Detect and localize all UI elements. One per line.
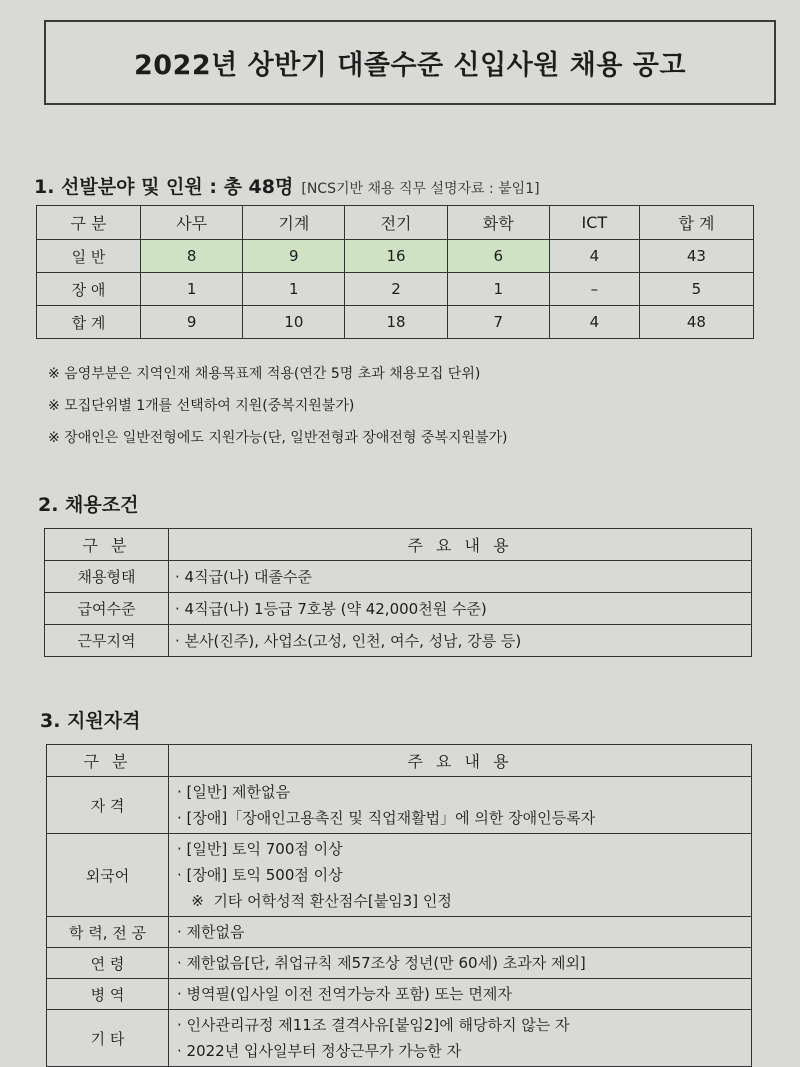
- recruitment-table: [36, 205, 754, 339]
- table-cell: 근무지역: [45, 625, 169, 657]
- table-cell: 병 역: [47, 979, 169, 1010]
- conditions-table: [44, 528, 752, 657]
- table-header-cell: 구 분: [45, 529, 169, 561]
- table-header-cell: 기계: [243, 206, 345, 240]
- table-row: [47, 979, 752, 1010]
- table-row: [45, 593, 752, 625]
- table-cell: 1: [141, 273, 243, 306]
- table-cell: · 4직급(나) 대졸수준: [169, 561, 752, 593]
- table-row: [45, 625, 752, 657]
- table-cell: 자 격: [47, 777, 169, 834]
- content-line: ※ 기타 어학성적 환산점수[붙임3] 인정: [177, 892, 452, 910]
- table-cell: [169, 948, 752, 979]
- table-cell: 5: [639, 273, 753, 306]
- table-cell: 기 타: [47, 1010, 169, 1067]
- content-line: · 제한없음[단, 취업규칙 제57조상 정년(만 60세) 초과자 제외]: [177, 954, 586, 972]
- table-cell: 43: [639, 240, 753, 273]
- table-cell: 2: [345, 273, 447, 306]
- table-header-cell: 화학: [447, 206, 549, 240]
- table-cell-highlighted: 6: [447, 240, 549, 273]
- table-cell: 18: [345, 306, 447, 339]
- table-cell: 장 애: [37, 273, 141, 306]
- table-row: [37, 240, 754, 273]
- content-line: · 제한없음: [177, 923, 245, 941]
- table-cell: [169, 834, 752, 917]
- table-cell: 일 반: [37, 240, 141, 273]
- content-line: · 병역필(입사일 이전 전역가능자 포함) 또는 면제자: [177, 985, 512, 1003]
- table-cell: 9: [141, 306, 243, 339]
- note-line: ※ 음영부분은 지역인재 채용목표제 적용(연간 5명 초과 채용모집 단위): [48, 366, 481, 382]
- table-cell: 48: [639, 306, 753, 339]
- table-cell: 7: [447, 306, 549, 339]
- table-header-row: [45, 529, 752, 561]
- content-line: · [장애] 토익 500점 이상: [177, 866, 343, 884]
- table-cell: 합 계: [37, 306, 141, 339]
- table-cell: · 4직급(나) 1등급 7호봉 (약 42,000천원 수준): [169, 593, 752, 625]
- table-cell: · 본사(진주), 사업소(고성, 인천, 여수, 성남, 강릉 등): [169, 625, 752, 657]
- note-line: ※ 모집단위별 1개를 선택하여 지원(중복지원불가): [48, 398, 355, 414]
- table-header-cell: ICT: [549, 206, 639, 240]
- content-line: · [일반] 토익 700점 이상: [177, 840, 343, 858]
- table-cell: 외국어: [47, 834, 169, 917]
- table-row: [37, 273, 754, 306]
- table-cell-highlighted: 16: [345, 240, 447, 273]
- table-row: [47, 1010, 752, 1067]
- table-cell: 연 령: [47, 948, 169, 979]
- table-cell: 4: [549, 240, 639, 273]
- table-cell-highlighted: 9: [243, 240, 345, 273]
- table-row: [45, 561, 752, 593]
- table-row: [37, 306, 754, 339]
- note-line: ※ 장애인은 일반전형에도 지원가능(단, 일반전형과 장애전형 중복지원불가): [48, 430, 508, 446]
- table-header-cell: 사무: [141, 206, 243, 240]
- table-cell: [169, 777, 752, 834]
- section1-heading-text: 1. 선발분야 및 인원 : 총 48명: [34, 176, 294, 198]
- qualifications-table: [46, 744, 752, 1067]
- table-cell-highlighted: 8: [141, 240, 243, 273]
- table-header-cell: 주 요 내 용: [169, 529, 752, 561]
- table-cell: 4: [549, 306, 639, 339]
- table-header-cell: 구 분: [47, 745, 169, 777]
- table-cell: 급여수준: [45, 593, 169, 625]
- table-cell: –: [549, 273, 639, 306]
- table-cell: 채용형태: [45, 561, 169, 593]
- table-cell: 1: [243, 273, 345, 306]
- table-cell: [169, 1010, 752, 1067]
- table-row: [47, 948, 752, 979]
- table-header-cell: 전기: [345, 206, 447, 240]
- table-row: [47, 834, 752, 917]
- table-header-cell: 합 계: [639, 206, 753, 240]
- table-header-cell: 주 요 내 용: [169, 745, 752, 777]
- table-header-row: [37, 206, 754, 240]
- section1-heading: [34, 172, 540, 199]
- table-header-cell: 구 분: [37, 206, 141, 240]
- table-row: [47, 777, 752, 834]
- content-line: · [장애]「장애인고용촉진 및 직업재활법」에 의한 장애인등록자: [177, 809, 596, 827]
- table-cell: 10: [243, 306, 345, 339]
- table-cell: 학 력, 전 공: [47, 917, 169, 948]
- section2-heading: 2. 채용조건: [38, 494, 139, 516]
- table-cell: [169, 917, 752, 948]
- section1-notes: [48, 358, 508, 454]
- table-row: [47, 917, 752, 948]
- notice-title: 2022년 상반기 대졸수준 신입사원 채용 공고: [44, 20, 776, 105]
- table-cell: 1: [447, 273, 549, 306]
- content-line: · 인사관리규정 제11조 결격사유[붙임2]에 해당하지 않는 자: [177, 1016, 570, 1034]
- table-cell: [169, 979, 752, 1010]
- content-line: · 2022년 입사일부터 정상근무가 가능한 자: [177, 1042, 462, 1060]
- section3-heading: 3. 지원자격: [40, 710, 141, 732]
- content-line: · [일반] 제한없음: [177, 783, 290, 801]
- section1-ref: [NCS기반 채용 직무 설명자료 : 붙임1]: [301, 181, 540, 197]
- table-header-row: [47, 745, 752, 777]
